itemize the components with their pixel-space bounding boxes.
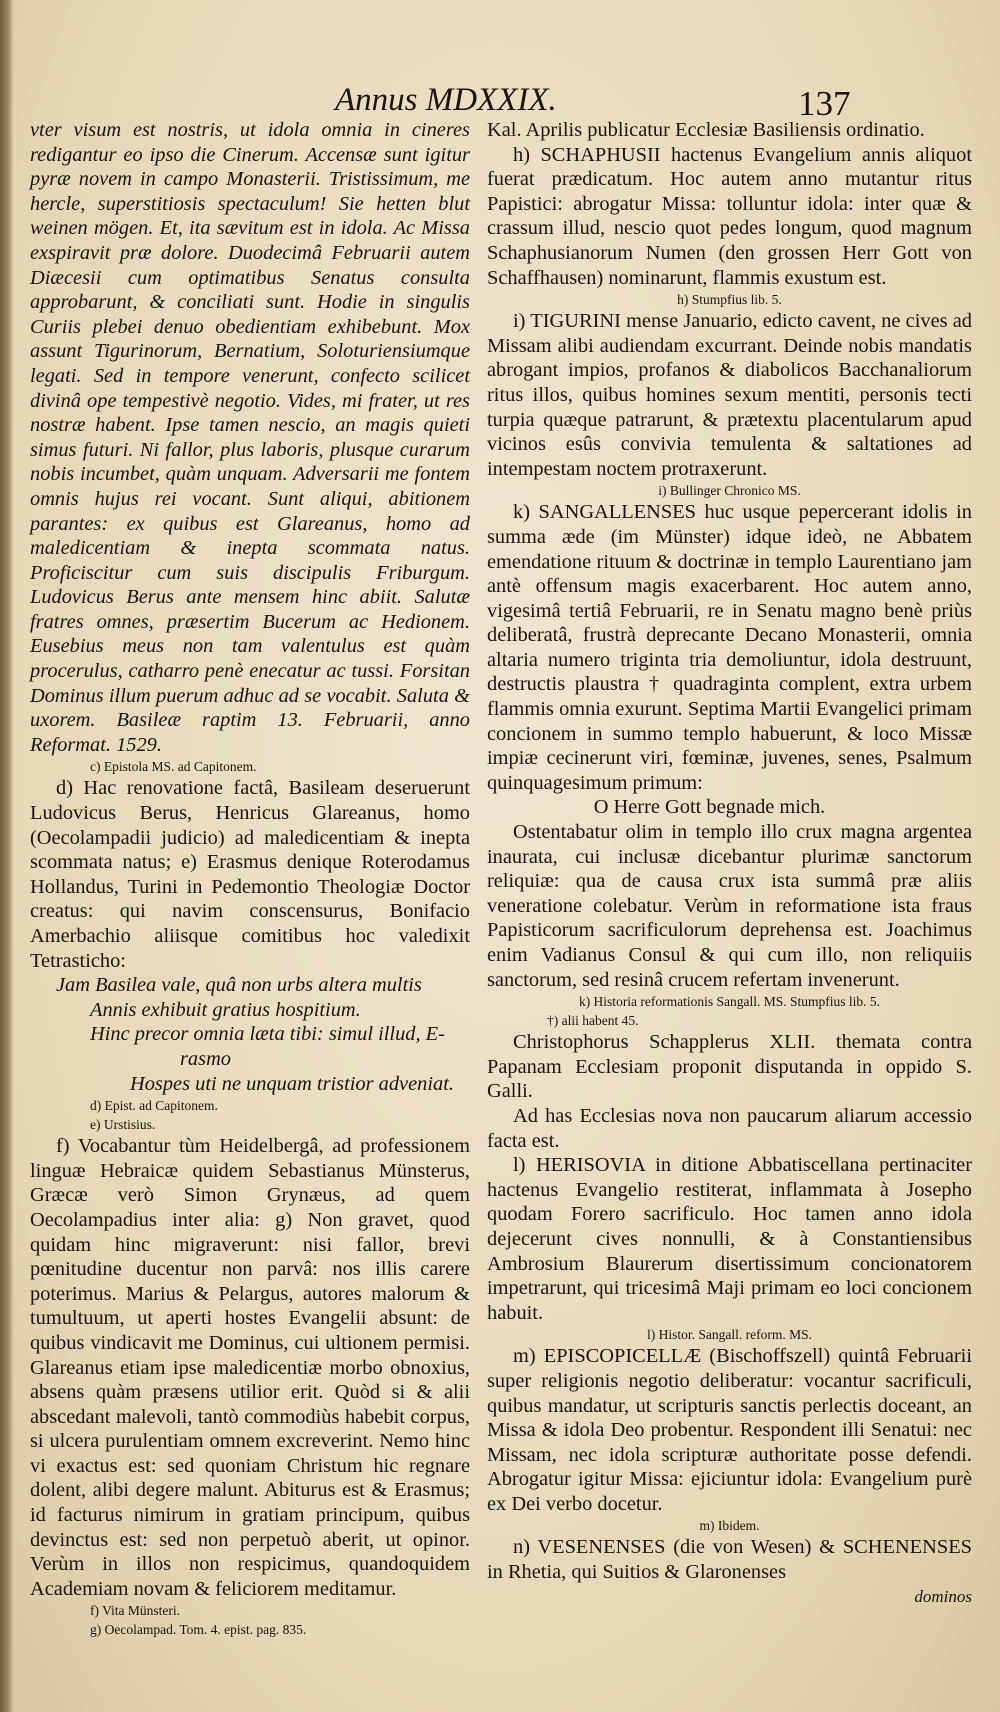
paragraph-d: d) Hac renovatione factâ, Basileam deseruerunt Ludovicus Berus, Henricus Glareanus, homo (Oecolampadii judicio) ad maledicentiam & inepta scommata natus; e) Erasmus denique Roterodamus Hollandus, Turini in Pedemontio Theologiæ Doctor creatus: qui navim conscensurus, Bonifacio Amerbachio aliisque comitibus hoc valedixit Tetrasticho:	[30, 777, 470, 972]
paragraph-k: k) SANGALLENSES huc usque pepercerant idolis in summa æde (im Münster) idque ideò, ne Abbatem emendatione rituum & doctrinæ in templo Laurentiano jam antè offensum magis exacerbarent. Hoc autem anno, vigesimâ tertiâ Februarii, re in Senatu magno benè priùs deliberatâ, frustrà deprecante Decano Monasterii, omnia altaria numero triginta tria demoliuntur, idola destruunt, destructis plaustra † quadraginta complent, extra urbem flammis omnia exurunt. Septima Martii Evangelici primam concionem in summo templo habuerunt, & loco Missæ impiæ cecinerunt viri, fœminæ, juvenes, senes, Psalmum quinquagesimum primum:	[487, 501, 972, 794]
verse-line-5: Hospes uti ne unquam tristior adveniat.	[130, 1072, 454, 1095]
paragraph-i: i) TIGURINI mense Januario, edicto cavent, ne cives ad Missam alibi audiendam excurrant. Deinde nobis mandatis abrogant impios, profanos & diabolicos Bacchanaliorum ritus illos, quibus homines sexum mentiti, personis tecti turpia quæque patrarunt, & prætextu placentularum apud vicinos esûs convivia temulenta & saltationes ad intempestam noctem protraxerunt.	[487, 310, 972, 480]
footnote-c: c) Epistola MS. ad Capitonem.	[90, 759, 257, 775]
paragraph-m: m) EPISCOPICELLÆ (Bischoffszell) quintâ Februarii super religionis negotio deliberatur: vocantur sacrificuli, quibus mandatur, ut scripturis sanctis perlectis doceant, an Missa & idola Deo probentur. Respondent illi Senatui: nec Missam, nec idola scripturæ authoritate posse defendi. Abrogatur igitur Missa: ejiciuntur idola: Evangelium purè ex Dei verbo docetur.	[487, 1345, 972, 1515]
page-number: 137	[798, 84, 851, 123]
footnote-m: m) Ibidem.	[699, 1518, 760, 1534]
footnote-i: i) Bullinger Chronico MS.	[658, 483, 801, 499]
page-binding-shadow	[0, 0, 14, 1712]
catchword: dominos	[914, 1586, 972, 1606]
verse-line-1: Jam Basilea vale, quâ non urbs altera multis	[56, 974, 422, 997]
paragraph-accessio: Ad has Ecclesias nova non paucarum aliarum accessio facta est.	[487, 1104, 972, 1152]
verse-line-2: Annis exhibuit gratius hospitium.	[90, 998, 361, 1021]
psalm-title: O Herre Gott begnade mich.	[593, 796, 826, 819]
paragraph-h: h) SCHAPHUSII hactenus Evangelium annis aliquot fuerat prædicatum. Hoc autem anno mutantur ritus Papistici: abrogatur Missa: tolluntur idola: inter quæ & crassum illud, nescio quot pedes longum, quod magnum Schaphusianorum Numen (den grossen Herr Gott von Schaffhausen) nominarunt, flammis exustum est.	[487, 143, 972, 289]
footnote-h: h) Stumpfius lib. 5.	[677, 292, 782, 308]
paragraph-cross: Ostentabatur olim in templo illo crux magna argentea inaurata, cui inclusæ dicebantur plurimæ sanctorum reliquiæ: qua de causa crux ista summâ præ aliis veneratione colebatur. Verùm in reformatione ista fraus Papisticorum sacrificulorum deprehensa est. Joachimus enim Vadianus Consul & qui cum illo, non reliquiis sanctorum, sed resinâ crucem refertam invenerunt.	[487, 821, 972, 991]
paragraph-l: l) HERISOVIA in ditione Abbatiscellana pertinaciter hactenus Evangelio restiterat, inflammata à Josepho quodam Forero sacrificulo. Hoc tamen anno idola dejecerunt cives nonnulli, & à Constantiensibus Ambrosium Blaurerum disertissimum concionatorem impetrarunt, qui tricesimâ Maji primam eo loci concionem habuit.	[487, 1154, 972, 1324]
footnote-e: e) Urstisius.	[90, 1117, 156, 1133]
footnote-k: k) Historia reformationis Sangall. MS. Stumpfius lib. 5.	[578, 994, 881, 1010]
paragraph-basel-ordinance: Kal. Aprilis publicatur Ecclesiæ Basiliensis ordinatio.	[487, 119, 925, 141]
footnote-f: f) Vita Münsteri.	[90, 1603, 181, 1619]
paragraph-n: n) VESENENSES (die von Wesen) & SCHENENSES in Rhetia, qui Suitios & Glaronenses	[487, 1536, 972, 1584]
running-header-title: Annus MDXXIX.	[335, 82, 557, 118]
footnote-l: l) Histor. Sangall. reform. MS.	[647, 1327, 812, 1343]
footnote-dagger: †) alii habent 45.	[547, 1013, 639, 1029]
paragraph-f: f) Vocabantur tùm Heidelbergâ, ad professionem linguæ Hebraicæ quidem Sebastianus Münsterus, Græcæ verò Simon Grynæus, ad quem Oecolampadius inter alia: g) Non gravet, quod quidam hinc migraverunt: nisi fallor, brevi pœnitudine ducentur non parvâ: nos illis carere poterimus. Marius & Pelargus, autores malorum & tumultuum, ut aperti hostes Evangelii absunt: de quibus vindicavit me Dominus, cui ultionem permisi. Glareanus etiam ipse maledicentiæ morbo obnoxius, absens quàm præsens utilior erit. Quòd si & alii abscedant malevoli, tantò commodiùs habebit corpus, si ulcera purulentiam omnem excreverint. Nemo hinc vi exactus est: sed quoniam Christum hic regnare dolent, alibi degere malunt. Abiturus est & Erasmus; id facturus nimirum in gratiam principum, quibus devinctus est: sed non perpetuò aberit, ut opinor. Verùm in illos non respicimus, quandoquidem Academiam novam & feliciorem meditamur.	[30, 1135, 470, 1600]
right-column	[487, 118, 972, 1609]
footnote-d: d) Epist. ad Capitonem.	[90, 1098, 218, 1114]
footnote-g: g) Oecolampad. Tom. 4. epist. pag. 835.	[90, 1622, 307, 1638]
verse-line-4: rasmo	[180, 1047, 231, 1070]
verse-line-3: Hinc precor omnia læta tibi: simul illud, E-	[90, 1023, 445, 1046]
letter-continuation-paragraph: vter visum est nostris, ut idola omnia in cineres redigantur eo ipso die Cinerum. Accensæ sunt igitur pyræ novem in campo Monasterii. Tristissimum, me hercle, superstitiosis spectaculum! Sie hetten blut weinen mögen. Et, ita sævitum est in idola. Ac Missa exspiravit præ dolore. Duodecimâ Februarii autem Diæcesii cum optimatibus Senatus consulta approbarunt, & conciliati sunt. Hodie in singulis Curiis plebei denuo obedientiam exhibebunt. Mox assunt Tigurinorum, Bernatium, Soloturiensiumque legati. Sed in tempore venerunt, confecto scilicet divinâ ope tempestivè negotio. Vides, mi frater, ut res nostræ habent. Ipse tamen nescio, an magis quieti simus futuri. Ni fallor, plus laboris, plusque curarum nobis incumbet, quàm unquam. Adversarii me fontem omnis hujus rei vocant. Sunt aliqui, abitionem parantes: ex quibus est Glareanus, homo ad maledicentiam & inepta scommata natus. Proficiscitur cum suis discipulis Friburgum. Ludovicus Berus ante mensem hinc abiit. Salutæ fratres omnes, præsertim Bucerum ac Hedionem. Eusebius meus non tam valentulus est quàm procerulus, catharro penè enecatur ac tussi. Forsitan Dominus illum puerum adhuc ad se vocabit. Saluta & uxorem. Basileæ raptim 13. Februarii, anno Reformat. 1529.	[30, 119, 470, 756]
paragraph-schappler: Christophorus Schapplerus XLII. themata contra Papanam Ecclesiam proponit disputanda in oppido S. Galli.	[487, 1031, 972, 1103]
left-column	[30, 118, 470, 1639]
